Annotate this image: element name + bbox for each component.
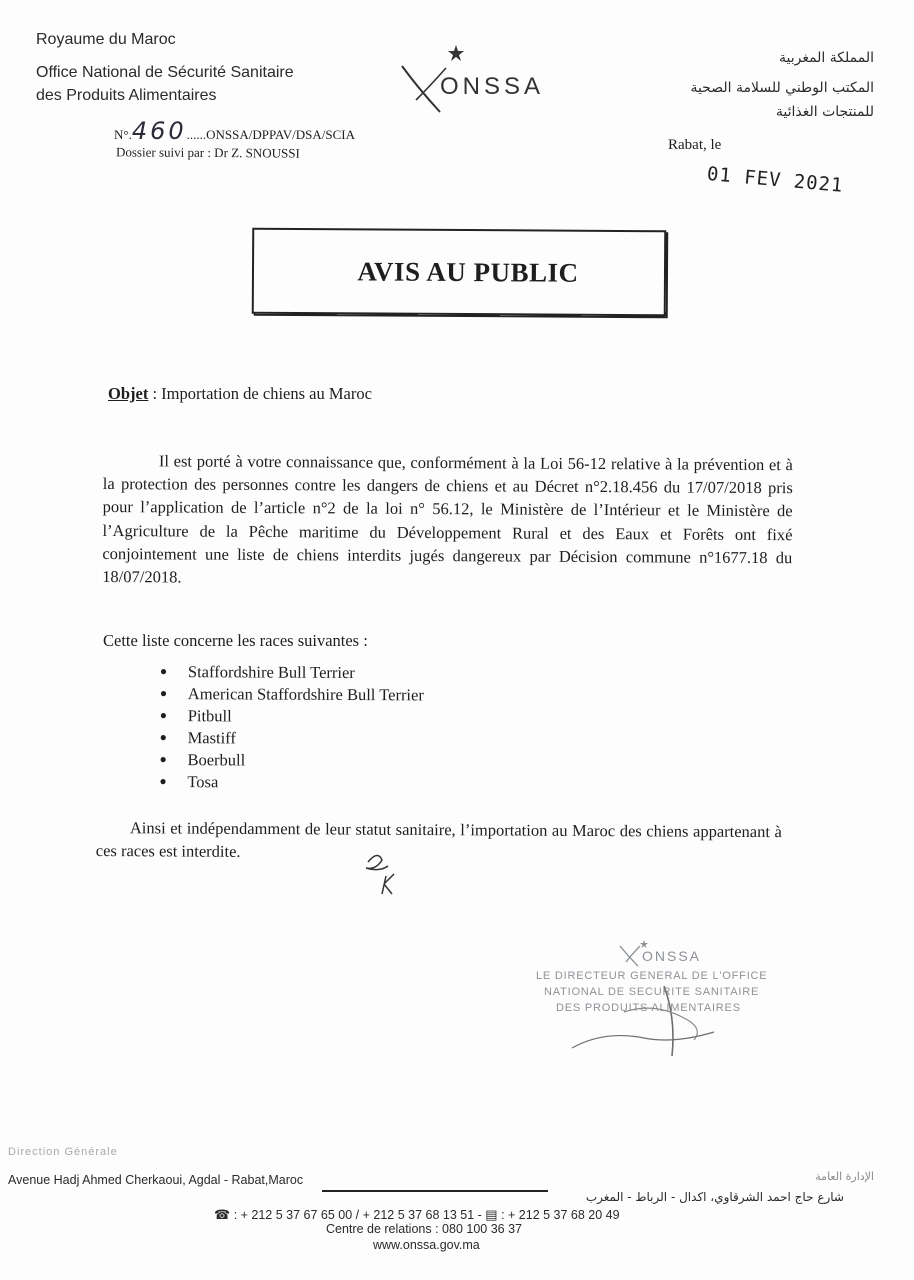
breed-list bbox=[159, 662, 424, 795]
bullet-icon: ● bbox=[159, 685, 168, 701]
onssa-logo-text: ONSSA bbox=[440, 73, 545, 100]
main-paragraph-text: Il est porté à votre connaissance que, conformément à la Loi 56-12 relative à la prévention et à la protection des personnes contre les dangers de chiens et au Décret n°2.18.456 du 17/07/2018 pris pour l’application de l’article n°2 de la loi n° 56.12, le Ministère de l’Intérieur et le Ministère de l’Agriculture de la Pêche maritime du Développement Rural et des Eaux et Forêts ont fixé conjointement une liste de chiens interdits jugés dangereux par Décision commune n°1677.18 du 18/07/2018. bbox=[102, 451, 793, 587]
page-title: AVIS AU PUBLIC bbox=[357, 255, 579, 288]
list-item: ● Mastiff bbox=[159, 728, 236, 748]
main-paragraph bbox=[102, 449, 793, 592]
signature-icon bbox=[564, 978, 734, 1058]
list-item: ● American Staffordshire Bull Terrier bbox=[159, 684, 424, 705]
footer-divider bbox=[322, 1190, 548, 1192]
onssa-logo bbox=[396, 40, 586, 120]
footer-address-fr: Avenue Hadj Ahmed Cherkaoui, Agdal - Rabat,Maroc bbox=[8, 1173, 304, 1187]
org-name-ar-line2: للمنتجات الغذائية bbox=[775, 104, 874, 120]
fax-icon: ▤ bbox=[485, 1207, 498, 1222]
reference-dossier: Dossier suivi par : Dr Z. SNOUSSI bbox=[115, 144, 300, 161]
bullet-icon: ● bbox=[159, 707, 168, 723]
subject-line bbox=[108, 382, 372, 405]
subject-text: : Importation de chiens au Maroc bbox=[148, 384, 372, 403]
footer-relations: Centre de relations : 080 100 36 37 bbox=[326, 1222, 522, 1236]
date-label: Rabat, le bbox=[668, 137, 722, 153]
org-country-fr: Royaume du Maroc bbox=[36, 31, 176, 48]
org-name-ar-line1: المكتب الوطني للسلامة الصحية bbox=[690, 80, 874, 96]
bullet-icon: ● bbox=[159, 773, 167, 789]
list-intro: Cette liste concerne les races suivantes : bbox=[103, 631, 368, 650]
reference-line bbox=[114, 117, 355, 145]
list-item: ● Staffordshire Bull Terrier bbox=[159, 662, 355, 683]
footer-address-ar: شارع حاج احمد الشرقاوي، اكدال - الرباط - المغرب bbox=[585, 1190, 844, 1204]
bullet-icon: ● bbox=[159, 664, 168, 679]
footer-direction-fr: Direction Générale bbox=[8, 1146, 118, 1158]
title-box bbox=[252, 228, 667, 317]
footer-contact-line bbox=[214, 1207, 620, 1223]
reference-code: ......ONSSA/DPPAV/DSA/SCIA bbox=[186, 127, 355, 142]
org-name-fr-line2: des Produits Alimentaires bbox=[36, 87, 217, 104]
closing-paragraph bbox=[96, 816, 782, 867]
reference-prefix: N°. bbox=[114, 127, 132, 142]
footer-phones: : + 212 5 37 67 65 00 / + 212 5 37 68 13 51 - bbox=[233, 1208, 482, 1222]
org-name-fr-line1: Office National de Sécurité Sanitaire bbox=[36, 64, 294, 81]
reference-number: 460 bbox=[131, 117, 187, 145]
bullet-icon: ● bbox=[159, 751, 167, 767]
list-item: ● Pitbull bbox=[159, 706, 232, 726]
stamp-line-3: DES PRODUITS ALIMENTAIRES bbox=[556, 1002, 741, 1014]
date-stamp: 01 FEV 2021 bbox=[706, 163, 845, 197]
org-country-ar: المملكة المغربية bbox=[778, 50, 874, 66]
official-stamp bbox=[534, 938, 774, 1058]
stamp-line-1: LE DIRECTEUR GENERAL DE L'OFFICE bbox=[536, 970, 768, 982]
subject-label: Objet bbox=[108, 384, 149, 403]
list-item: ● Tosa bbox=[159, 772, 219, 792]
footer-fax: : + 212 5 37 68 20 49 bbox=[501, 1208, 620, 1222]
stamp-line-2: NATIONAL DE SECURITE SANITAIRE bbox=[544, 986, 760, 998]
closing-paragraph-text: Ainsi et indépendamment de leur statut sanitaire, l’importation au Maroc des chiens appartenant à ces races est interdite. bbox=[95, 818, 782, 862]
footer-website[interactable]: www.onssa.gov.ma bbox=[373, 1238, 480, 1252]
stamp-logo-text: ONSSA bbox=[642, 948, 702, 964]
list-item: ● Boerbull bbox=[159, 750, 246, 770]
footer-direction-ar: الإدارة العامة bbox=[815, 1170, 874, 1183]
phone-icon: ☎ bbox=[214, 1207, 231, 1222]
handwritten-initials-icon bbox=[360, 848, 410, 904]
bullet-icon: ● bbox=[159, 729, 167, 745]
